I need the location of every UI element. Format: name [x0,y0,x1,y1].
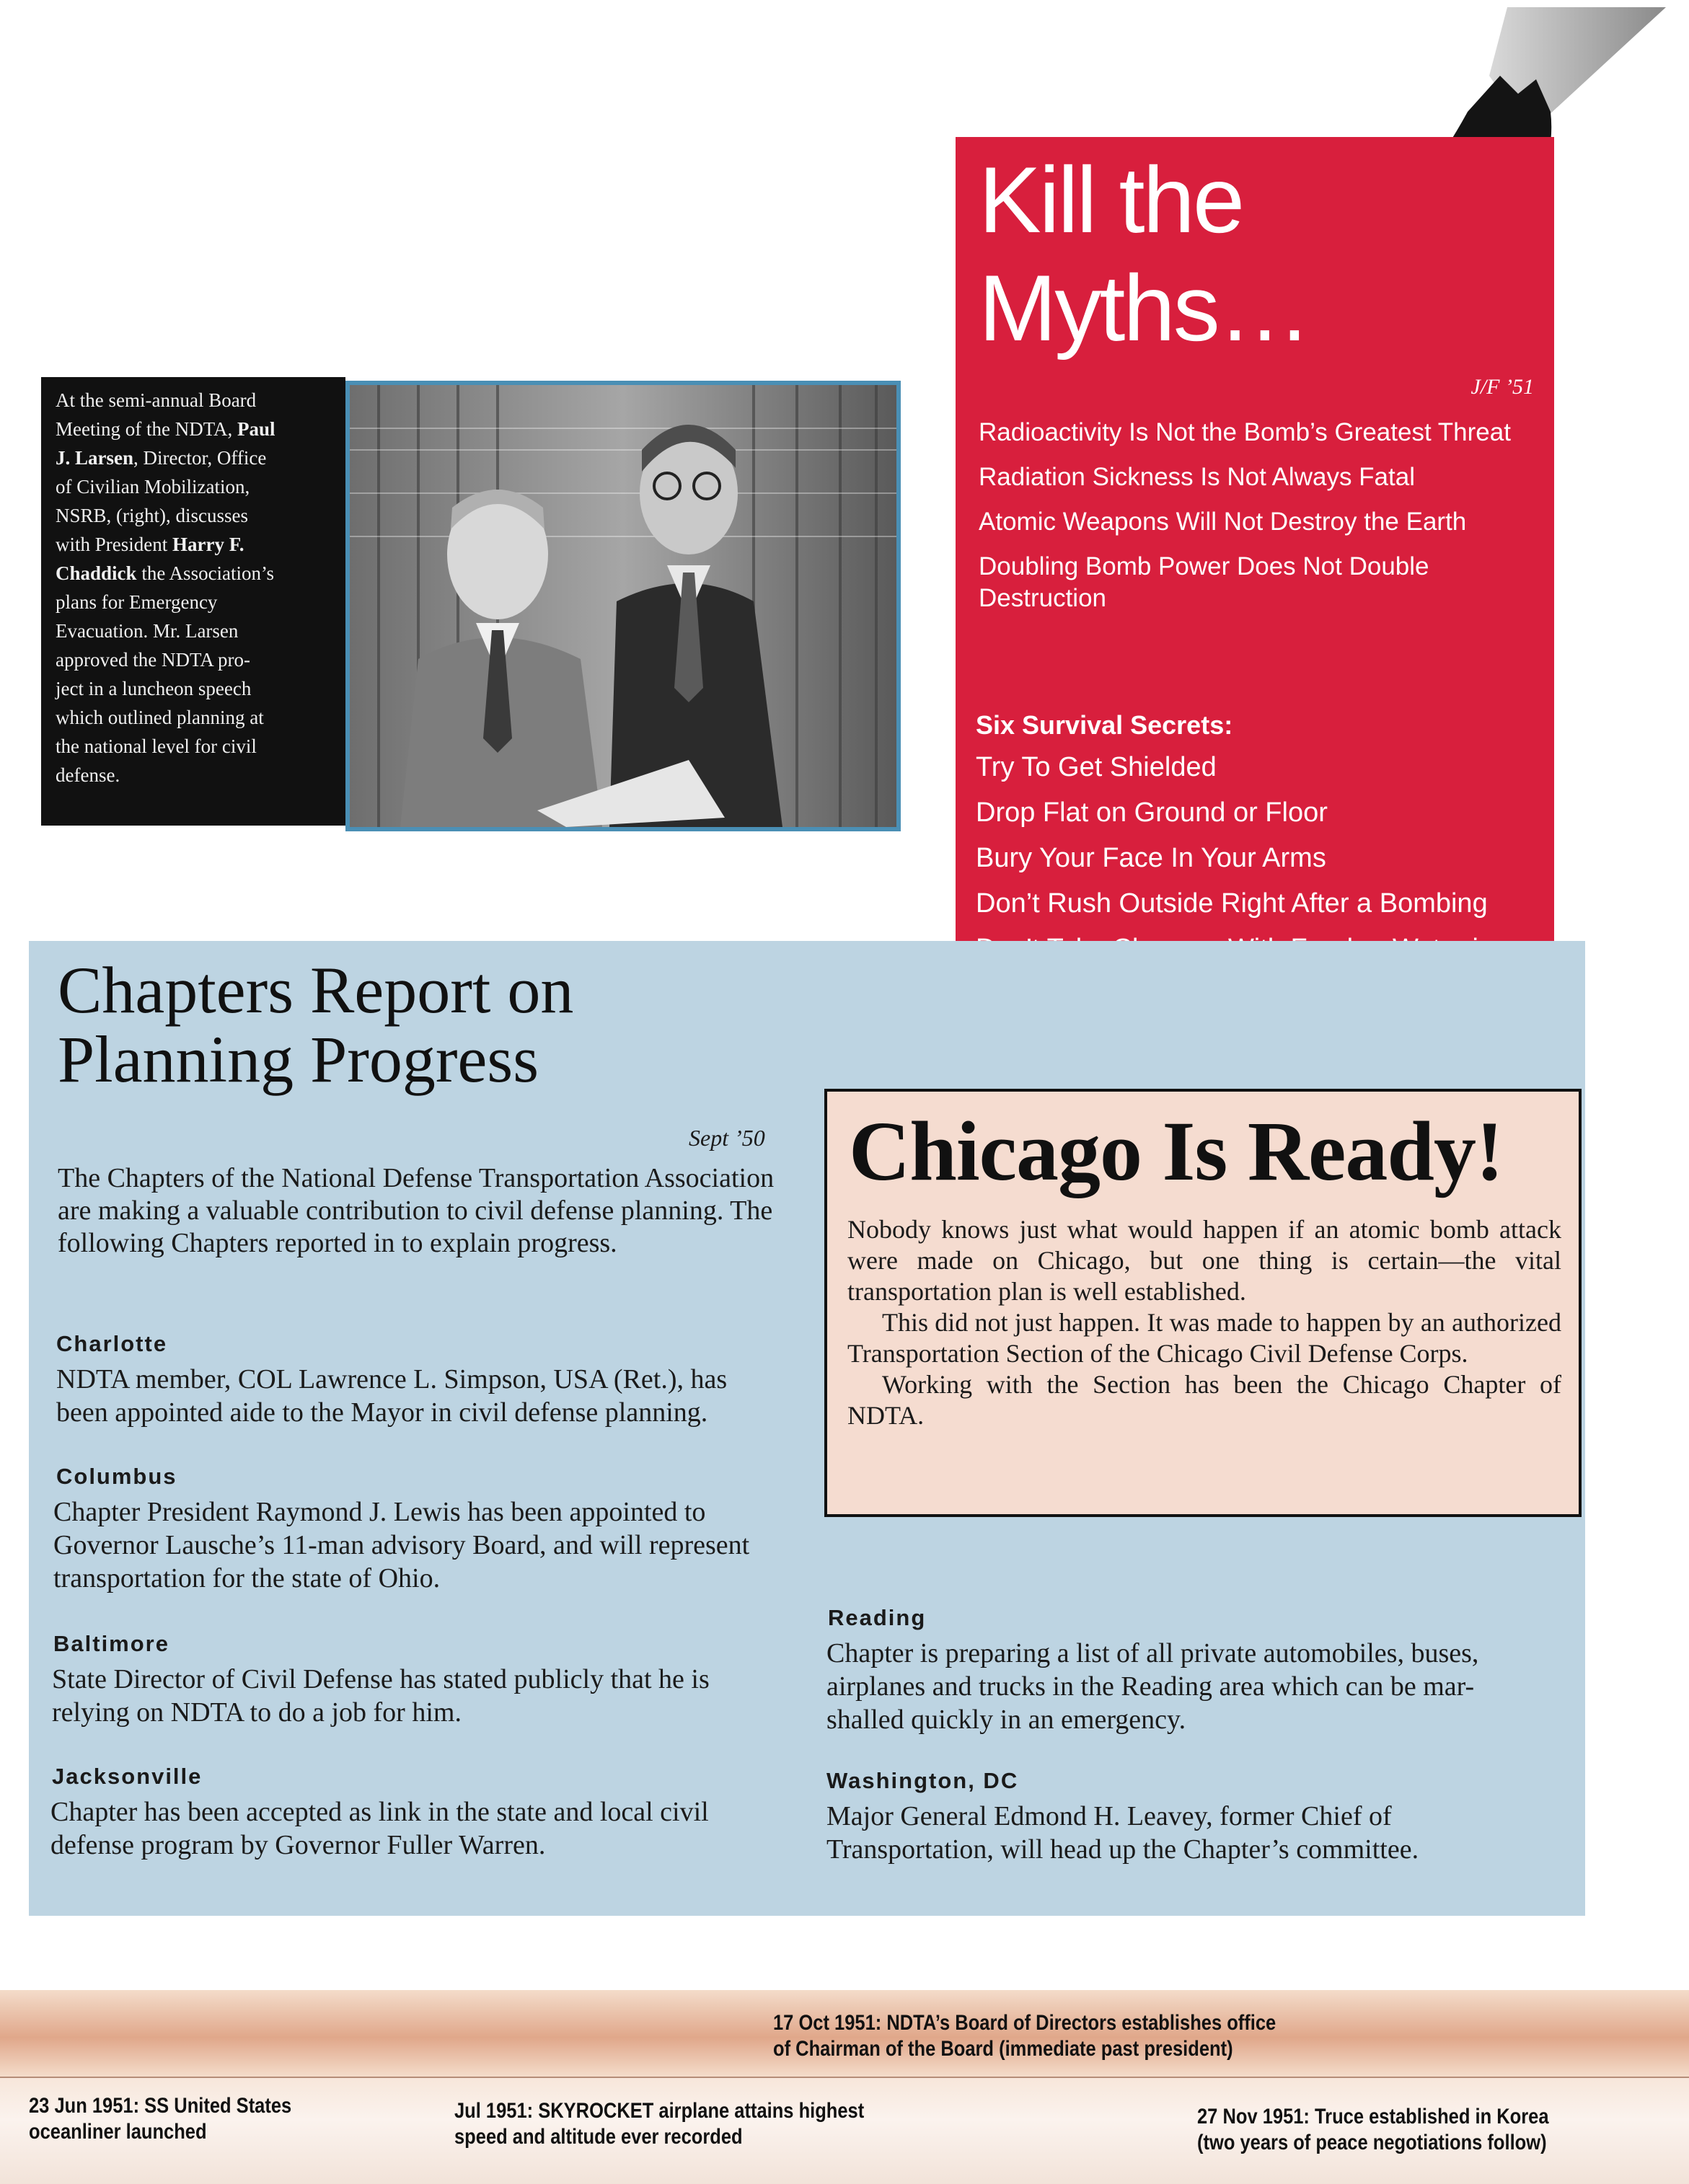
chapters-title: Chapters Report on Planning Progress [58,953,574,1096]
chapter-city-charlotte: Charlotte [56,1331,168,1356]
chapter-city-washington-dc: Washington, DC [826,1768,1019,1793]
list-item: Don’t Rush Outside Right After a Bombing [976,888,1488,919]
chicago-paragraph: This did not just happen. It was made to happen by an authorized Transportation Section of the Chicago Civil Defense Corps. [847,1308,1561,1368]
myths-date: J/F ’51 [1470,375,1534,399]
chicago-paragraph: Working with the Section has been the Chicago Chapter of NDTA. [847,1370,1561,1430]
chapter-city-baltimore: Baltimore [53,1631,169,1656]
timeline-entry-jun-1951: 23 Jun 1951: SS United States oceanliner launched [29,2094,292,2144]
chapter-report-baltimore: State Director of Civil Defense has stated publicly that he is relying on NDTA to do a job for him. [52,1664,710,1728]
chapters-intro: The Chapters of the National Defense Transportation Association are making a valuable contribution to civil defense planning. The following Chapters reported in to explain progress. [58,1163,775,1258]
myths-title: Kill the Myths… [979,147,1310,361]
chicago-body [847,1214,1561,1431]
list-item: Radioactivity Is Not the Bomb’s Greatest Threat [979,418,1511,446]
timeline-entry-oct-1951: 17 Oct 1951: NDTA’s Board of Directors establishes office of Chairman of the Board (immediate past president) [773,2011,1276,2061]
chapter-report-columbus: Chapter President Raymond J. Lewis has been appointed to Governor Lausche’s 11-man advisory Board, and will represent transportation for the state of Ohio. [53,1497,750,1593]
chapter-report-charlotte: NDTA member, COL Lawrence L. Simpson, USA (Ret.), has been appointed aide to the Mayor in civil defense planning. [56,1364,728,1428]
board-meeting-photo [345,381,901,831]
chapter-city-columbus: Columbus [56,1464,177,1489]
chapter-report-washington-dc: Major General Edmond H. Leavey, former Chief of Transportation, will head up the Chapter’s committee. [826,1801,1419,1865]
list-item: Radiation Sickness Is Not Always Fatal [979,463,1415,491]
list-item: Drop Flat on Ground or Floor [976,797,1328,828]
chapter-city-jacksonville: Jacksonville [52,1764,203,1789]
timeline-entry-nov-1951: 27 Nov 1951: Truce established in Korea (two years of peace negotiations follow) [1197,2105,1549,2154]
chapter-report-jacksonville: Chapter has been accepted as link in the state and local civil defense program by Governor Fuller Warren. [50,1797,709,1860]
chicago-title: Chicago Is Ready! [849,1104,1504,1198]
list-item: Atomic Weapons Will Not Destroy the Earth [979,508,1467,536]
photo-caption: At the semi-annual Board Meeting of the NDTA, Paul J. Larsen, Director, Office of Civilian Mobilization, NSRB, (right), discusses with President Harry F. Chaddick the Association’s plans for Emergency Evacuation. Mr. Larsen approved the NDTA pro- ject in a luncheon speech which outlined planning at the national level for civil defense. [41,377,345,826]
chapter-city-reading: Reading [828,1605,927,1630]
list-item: Doubling Bomb Power Does Not Double Destruction [979,552,1429,612]
timeline-divider [0,2077,1689,2078]
chicago-is-ready-box [824,1089,1582,1517]
kill-the-myths-box [956,137,1554,1073]
list-item: Bury Your Face In Your Arms [976,843,1326,873]
chapter-report-reading: Chapter is preparing a list of all private automobiles, buses, airplanes and trucks in the Reading area which can be mar-shalled quickly in an emergency. [826,1638,1479,1735]
chapters-date: Sept ’50 [689,1125,765,1151]
timeline-entry-jul-1951: Jul 1951: SKYROCKET airplane attains highest speed and altitude ever recorded [454,2099,865,2149]
myth-list [979,417,1541,627]
chicago-paragraph: Nobody knows just what would happen if an atomic bomb attack were made on Chicago, but one thing is certain—the vital transportation plan is well established. [847,1215,1561,1306]
list-item: Try To Get Shielded [976,752,1217,782]
photo-illustration [350,385,896,827]
survival-secrets-heading: Six Survival Secrets: [976,710,1233,740]
